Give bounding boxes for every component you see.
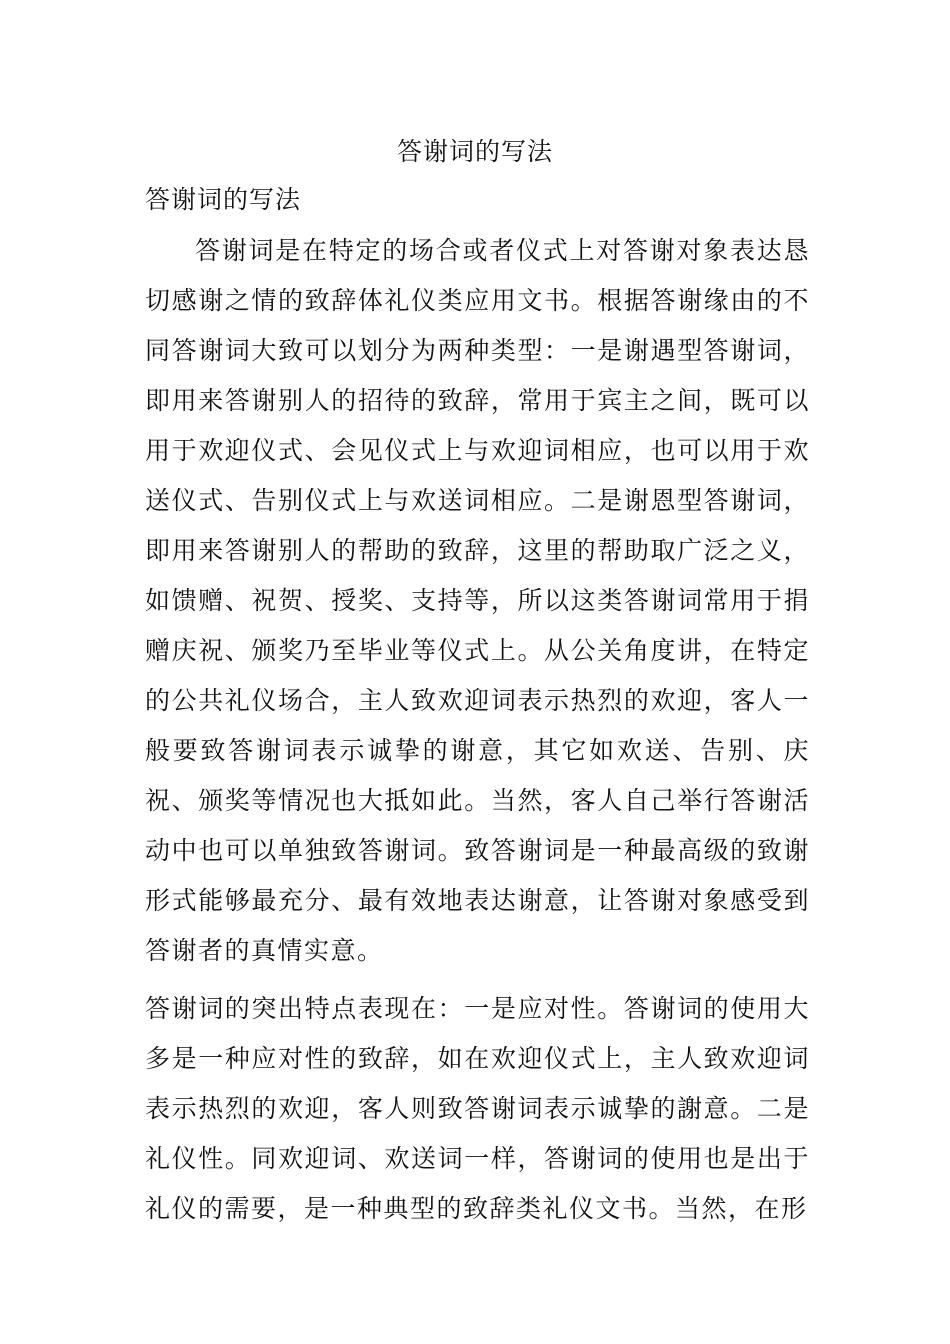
paragraph-intro: 答谢词是在特定的场合或者仪式上对答谢对象表达恳切感谢之情的致辞体礼仪类应用文书。根据答谢缘由的不同答谢词大致可以划分为两种类型：一是谢遇型答谢词，即用来答谢别人的招待的致辞，常用于宾主之间，既可以用于欢迎仪式、会见仪式上与欢迎词相应，也可以用于欢送仪式、告别仪式上与欢送词相应。二是谢恩型答谢词，即用来答谢别人的帮助的致辞，这里的帮助取广泛之义，如馈赠、祝贺、授奖、支持等，所以这类答谢词常用于捐赠庆祝、颁奖乃至毕业等仪式上。从公关角度讲，在特定的公共礼仪场合，主人致欢迎词表示热烈的欢迎，客人一般要致答谢词表示诚挚的谢意，其它如欢送、告别、庆祝、颁奖等情况也大抵如此。当然，客人自己举行答谢活动中也可以单独致答谢词。致答谢词是一种最高级的致谢形式能够最充分、最有效地表达谢意，让答谢对象感受到答谢者的真情实意。 xyxy=(145,236,810,965)
document-title: 答谢词的写法 xyxy=(396,137,553,166)
paragraph-features: 答谢词的突出特点表现在：一是应对性。答谢词的使用大多是一种应对性的致辞，如在欢迎仪式上，主人致欢迎词表示热烈的欢迎，客人则致答谢词表示诚挚的謝意。二是礼仪性。同欢迎词、欢送词一样，答谢词的使用也是出于礼仪的需要，是一种典型的致辞类礼仪文书。当然，在形 xyxy=(145,994,810,1223)
document-body xyxy=(145,180,810,1234)
document-subtitle: 答谢词的写法 xyxy=(145,185,302,214)
